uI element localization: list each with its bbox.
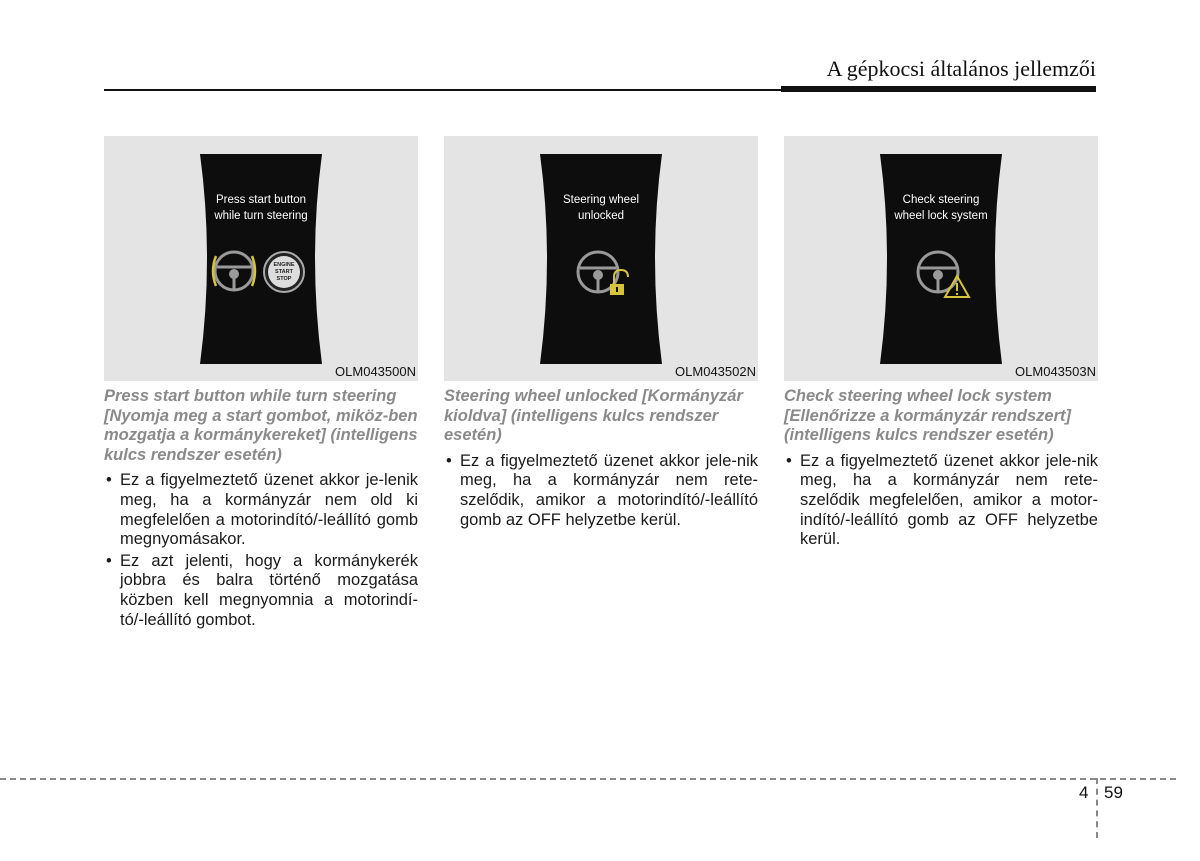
display-panel bbox=[540, 154, 662, 364]
display-line-1: Press start button bbox=[215, 194, 307, 206]
figure-caption: Press start button while turn steering [Nyomja meg a start gombot, miköz-ben mozgatja a kormánykereket] (intelligens kulcs rendszer esetén) bbox=[104, 387, 418, 464]
button-line-3: STOP bbox=[276, 276, 292, 282]
figure-caption: Check steering wheel lock system [Ellenőrizze a kormányzár rendszert] (intelligens kulcs rendszer esetén) bbox=[784, 387, 1072, 445]
display-line-2: wheel lock system bbox=[894, 210, 988, 222]
display-line-1: Steering wheel bbox=[562, 194, 640, 206]
figure-steering-unlocked bbox=[444, 136, 758, 381]
figure-code: OLM043500N bbox=[335, 364, 416, 379]
button-line-1: ENGINE bbox=[273, 262, 295, 268]
cluster-display-illustration bbox=[104, 136, 418, 381]
panel-check-steering-lock bbox=[784, 136, 1098, 552]
bullet-item: • Ez azt jelenti, hogy a kormánykerék jobbra és balra történő mozgatása közben kell megnyomnia a motorindí-tó/-leállító gombot. bbox=[104, 552, 418, 630]
bullet-list bbox=[784, 452, 1098, 550]
button-line-2: START bbox=[275, 269, 293, 275]
figure-check-steering-lock bbox=[784, 136, 1098, 381]
panel-press-start bbox=[104, 136, 418, 632]
display-panel bbox=[880, 154, 1002, 364]
bullet-list bbox=[104, 471, 418, 630]
bullet-list bbox=[444, 452, 758, 530]
display-line-2: while turn steering bbox=[214, 210, 308, 222]
display-line-2: unlocked bbox=[577, 210, 625, 222]
engine-start-stop-icon bbox=[264, 252, 304, 292]
header-rule-accent bbox=[781, 86, 1096, 92]
bullet-item: • Ez a figyelmeztető üzenet akkor jele-nik meg, ha a kormányzár nem rete-szelődik megfelelően, amikor a motor-indító/-leállító gomb az OFF helyzetbe kerül. bbox=[784, 452, 1098, 550]
footer-divider bbox=[1096, 778, 1098, 838]
display-line-1: Check steering bbox=[902, 194, 980, 206]
bullet-item: • Ez a figyelmeztető üzenet akkor je-lenik meg, ha a kormányzár nem old ki megfelelően a motorindító/-leállító gomb megnyomásakor. bbox=[104, 471, 418, 549]
figure-code: OLM043503N bbox=[1015, 364, 1096, 379]
page-number: 59 bbox=[1104, 783, 1123, 802]
bullet-item: • Ez a figyelmeztető üzenet akkor jele-nik meg, ha a kormányzár nem rete-szelődik, amikor a motorindító/-leállító gomb az OFF helyzetbe kerül. bbox=[444, 452, 758, 530]
panel-steering-unlocked bbox=[444, 136, 758, 532]
figure-code: OLM043502N bbox=[675, 364, 756, 379]
cluster-display-illustration bbox=[784, 136, 1098, 381]
footer-rule bbox=[0, 778, 1176, 780]
figure-press-start bbox=[104, 136, 418, 381]
cluster-display-illustration bbox=[444, 136, 758, 381]
figure-caption: Steering wheel unlocked [Kormányzár kioldva] (intelligens kulcs rendszer esetén) bbox=[444, 387, 743, 445]
running-header-title: A gépkocsi általános jellemzői bbox=[826, 56, 1096, 81]
chapter-number: 4 bbox=[1079, 783, 1089, 802]
